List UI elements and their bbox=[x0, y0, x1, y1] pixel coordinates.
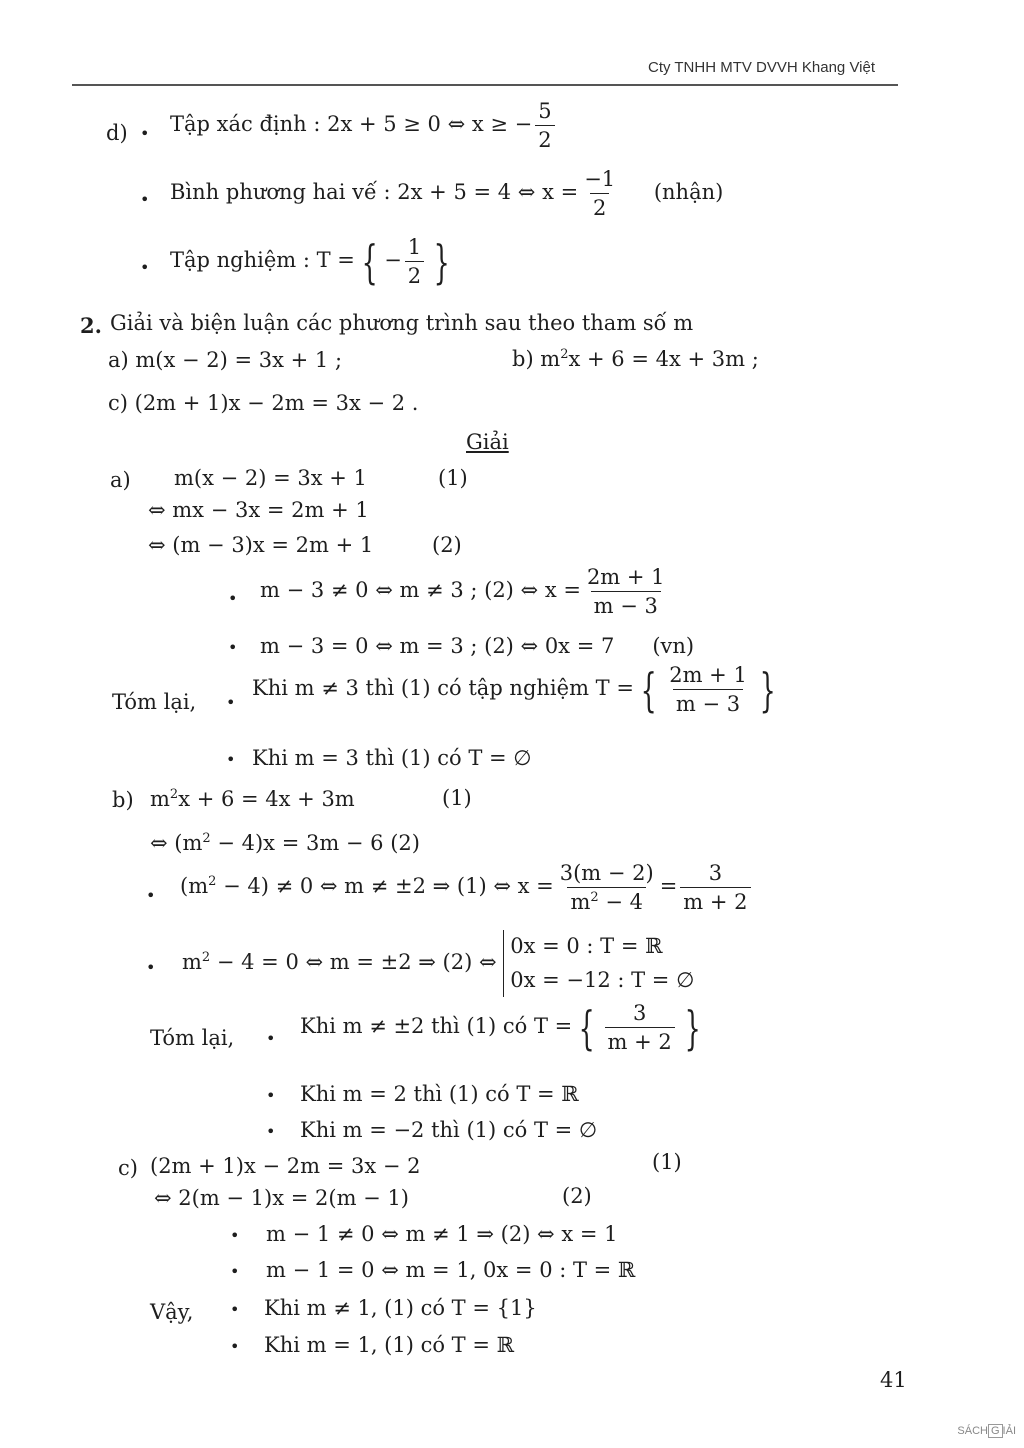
denominator: m + 2 bbox=[605, 1027, 675, 1053]
bullet: • bbox=[226, 693, 236, 712]
fraction bbox=[405, 236, 424, 287]
sol-c-summary-2: Khi m = 1, (1) có T = ℝ bbox=[264, 1333, 515, 1357]
sol-b-eq1 bbox=[150, 788, 355, 810]
watermark-left: SÁCH bbox=[957, 1425, 988, 1437]
bullet: • bbox=[140, 124, 150, 143]
denominator bbox=[567, 887, 646, 913]
part-d-line-3: Tập nghiệm : T = { − $\frac{1}{2}$ } bbox=[170, 234, 450, 289]
equation-tag: (2) bbox=[562, 1184, 592, 1208]
equation-tag: (1) bbox=[652, 1150, 682, 1174]
sol-a-eq1: m(x − 2) = 3x + 1 bbox=[174, 466, 367, 490]
problem-b-pre: b) m bbox=[512, 347, 561, 371]
fraction bbox=[535, 100, 554, 151]
bullet: • bbox=[146, 886, 156, 905]
fraction bbox=[584, 566, 668, 617]
watermark-mid: G bbox=[988, 1424, 1003, 1438]
header-rule bbox=[72, 84, 898, 86]
denominator: m − 3 bbox=[591, 591, 661, 617]
problem-c: c) (2m + 1)x − 2m = 3x − 2 . bbox=[108, 391, 419, 415]
bullet: • bbox=[266, 1029, 276, 1048]
denominator: 2 bbox=[535, 125, 554, 151]
numerator: −1 bbox=[584, 167, 616, 191]
bullet: • bbox=[140, 258, 150, 277]
sol-a-summary-1 bbox=[252, 664, 782, 715]
superscript: 2 bbox=[202, 831, 211, 846]
superscript: 2 bbox=[208, 874, 217, 890]
bullet: • bbox=[140, 190, 150, 209]
numerator: 3 bbox=[632, 1001, 647, 1025]
fraction bbox=[605, 1002, 675, 1053]
watermark-right: IẢI bbox=[1002, 1425, 1016, 1437]
set-open-brace: { bbox=[578, 1000, 595, 1055]
sol-c-label: c) bbox=[118, 1156, 138, 1180]
case-system bbox=[503, 930, 694, 997]
watermark-logo bbox=[957, 1424, 1016, 1438]
accepted-note: (nhận) bbox=[653, 180, 724, 205]
page-number: 41 bbox=[880, 1368, 907, 1392]
set-open-brace: { bbox=[361, 234, 378, 289]
bullet: • bbox=[228, 638, 238, 657]
equation-tag: (1) bbox=[442, 786, 472, 810]
eq-part: x + 6 = 4x + 3m bbox=[178, 787, 355, 811]
summary-text: Khi m ≠ ±2 thì (1) có T = bbox=[300, 1014, 573, 1039]
summary-label: Vậy, bbox=[150, 1300, 194, 1324]
case-text: m bbox=[182, 950, 202, 975]
bullet: • bbox=[226, 750, 236, 769]
part-d-line-2-text: Bình phương hai vế : 2x + 5 = 4 ⇔ x = bbox=[170, 180, 579, 205]
sol-b-summary-1 bbox=[300, 1002, 707, 1053]
numerator: 3(m − 2) bbox=[559, 861, 654, 885]
sol-b-case-2 bbox=[182, 930, 694, 997]
denominator: m + 2 bbox=[680, 887, 750, 913]
equation-tag: (2) bbox=[432, 533, 462, 557]
case-text: m − 3 ≠ 0 ⇔ m ≠ 3 ; (2) ⇔ x = bbox=[260, 578, 581, 603]
publisher-header: Cty TNHH MTV DVVH Khang Việt bbox=[648, 59, 876, 76]
fraction bbox=[680, 862, 750, 913]
superscript: 2 bbox=[590, 890, 599, 906]
superscript: 2 bbox=[560, 347, 569, 362]
sol-c-eq1: (2m + 1)x − 2m = 3x − 2 bbox=[150, 1154, 421, 1178]
system-line: 0x = 0 : T = ℝ bbox=[510, 934, 663, 958]
numerator: 2m + 1 bbox=[586, 565, 665, 589]
fraction bbox=[557, 862, 657, 913]
den-part: m bbox=[570, 890, 591, 915]
equals: = bbox=[659, 874, 678, 899]
problem-b-post: x + 6 = 4x + 3m ; bbox=[568, 347, 759, 371]
part-d-line-2 bbox=[170, 168, 723, 219]
bullet: • bbox=[230, 1300, 240, 1319]
bullet: • bbox=[146, 958, 156, 977]
problem-b bbox=[512, 348, 759, 370]
bullet: • bbox=[266, 1086, 276, 1105]
summary-text: Khi m ≠ 3 thì (1) có tập nghiệm T = bbox=[252, 676, 634, 701]
system-line: 0x = −12 : T = ∅ bbox=[510, 967, 695, 992]
numerator: 3 bbox=[708, 861, 723, 885]
sol-c-case-2: m − 1 = 0 ⇔ m = 1, 0x = 0 : T = ℝ bbox=[266, 1258, 636, 1282]
sol-b-case-1 bbox=[180, 862, 754, 913]
denominator: 2 bbox=[405, 261, 424, 287]
sol-b-summary-3: Khi m = −2 thì (1) có T = ∅ bbox=[300, 1118, 598, 1142]
bullet: • bbox=[230, 1226, 240, 1245]
summary-label: Tóm lại, bbox=[150, 1026, 235, 1050]
superscript: 2 bbox=[169, 787, 179, 802]
part-d-line-3-text: Tập nghiệm : T = bbox=[170, 248, 355, 273]
bullet: • bbox=[266, 1122, 276, 1141]
part-d-line-1-text: Tập xác định : 2x + 5 ≥ 0 ⇔ x ≥ − bbox=[170, 112, 533, 137]
solution-title: Giải bbox=[466, 430, 509, 454]
part-d-label: d) bbox=[106, 121, 128, 145]
case-text: m − 3 = 0 ⇔ m = 3 ; (2) ⇔ 0x = 7 bbox=[260, 634, 615, 658]
problem-statement: Giải và biện luận các phương trình sau theo tham số m bbox=[110, 311, 694, 335]
problem-number: 2. bbox=[80, 313, 102, 338]
bullet: • bbox=[230, 1262, 240, 1281]
sol-c-eq2: ⇔ 2(m − 1)x = 2(m − 1) bbox=[154, 1186, 409, 1210]
summary-label: Tóm lại, bbox=[112, 690, 197, 714]
equation-tag: (1) bbox=[438, 466, 468, 490]
case-text: (m bbox=[180, 874, 209, 899]
numerator: 2m + 1 bbox=[669, 663, 747, 687]
bullet: • bbox=[228, 589, 238, 608]
no-solution-note: (vn) bbox=[652, 634, 695, 658]
set-close-brace: } bbox=[684, 1000, 701, 1055]
set-open-brace: { bbox=[640, 662, 657, 717]
set-close-brace: } bbox=[759, 662, 776, 717]
sol-c-summary-1: Khi m ≠ 1, (1) có T = {1} bbox=[264, 1296, 537, 1320]
sol-a-case-1 bbox=[260, 566, 671, 617]
sol-b-summary-2: Khi m = 2 thì (1) có T = ℝ bbox=[300, 1082, 579, 1106]
sol-a-case-2 bbox=[260, 636, 694, 657]
fraction bbox=[581, 168, 618, 219]
fraction bbox=[666, 664, 750, 715]
denominator: m − 3 bbox=[673, 689, 743, 715]
eq-part: ⇔ (m bbox=[150, 831, 203, 855]
problem-a: a) m(x − 2) = 3x + 1 ; bbox=[108, 348, 343, 372]
bullet: • bbox=[230, 1337, 240, 1356]
eq-part: m bbox=[150, 787, 170, 811]
sol-b-eq2 bbox=[150, 832, 420, 854]
case-text: − 4) ≠ 0 ⇔ m ≠ ±2 ⇒ (1) ⇔ x = bbox=[216, 874, 554, 899]
sol-a-summary-2: Khi m = 3 thì (1) có T = ∅ bbox=[252, 746, 532, 770]
sol-a-eq2: ⇔ mx − 3x = 2m + 1 bbox=[148, 498, 369, 522]
eq-part: − 4)x = 3m − 6 (2) bbox=[210, 831, 420, 855]
part-d-line-1 bbox=[170, 100, 558, 151]
case-text: − 4 = 0 ⇔ m = ±2 ⇒ (2) ⇔ bbox=[210, 950, 497, 975]
den-part: − 4 bbox=[598, 890, 643, 915]
denominator: 2 bbox=[590, 193, 609, 219]
sol-c-case-1: m − 1 ≠ 0 ⇔ m ≠ 1 ⇒ (2) ⇔ x = 1 bbox=[266, 1222, 618, 1246]
numerator: 1 bbox=[407, 235, 422, 259]
set-close-brace: } bbox=[433, 234, 450, 289]
superscript: 2 bbox=[201, 950, 211, 966]
sol-b-label: b) bbox=[112, 788, 134, 812]
sol-a-eq3: ⇔ (m − 3)x = 2m + 1 bbox=[148, 533, 374, 557]
numerator: 5 bbox=[538, 99, 552, 123]
sol-a-label: a) bbox=[110, 468, 131, 492]
